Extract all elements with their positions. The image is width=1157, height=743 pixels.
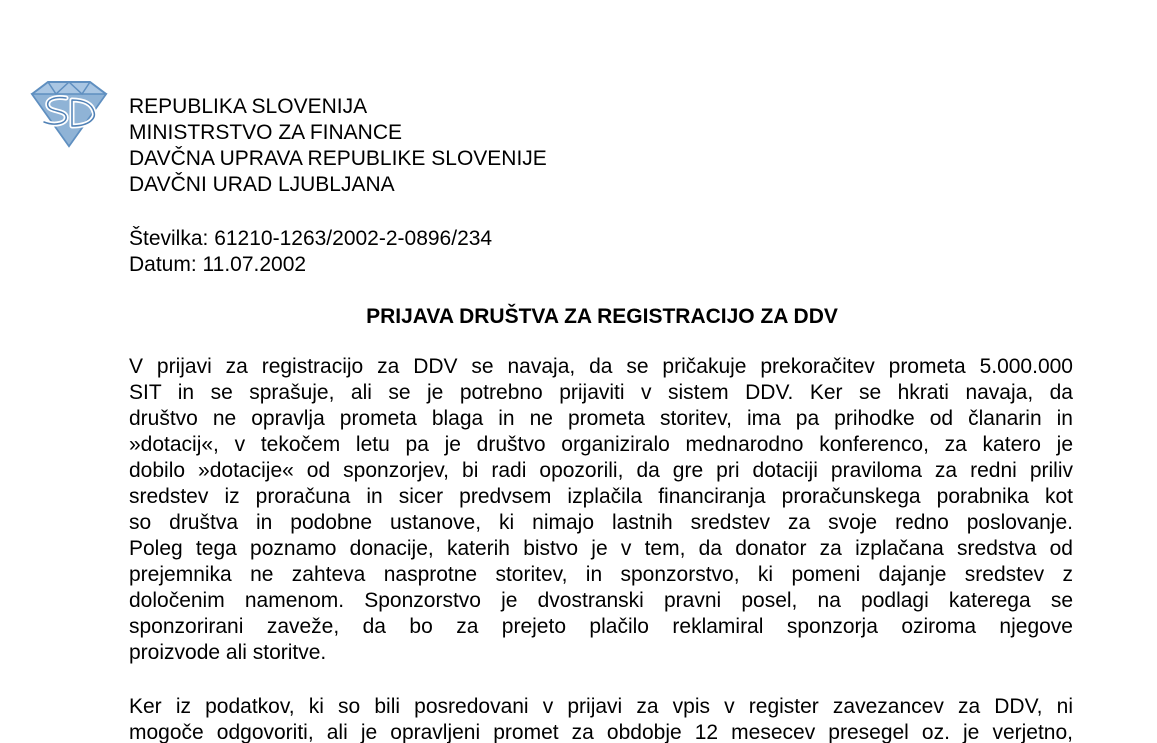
paragraph-line: sredstev iz proračuna in sicer predvsem izplačila financiranja proračunskega porabnika kot <box>129 485 1073 508</box>
letterhead-tax-office: DAVČNI URAD LJUBLJANA <box>129 173 395 196</box>
document-date: Datum: 11.07.2002 <box>129 253 307 276</box>
paragraph-line: »dotacij«, v tekočem letu pa je društvo organiziralo mednarodno konferenco, za katero je <box>129 433 1073 456</box>
body-paragraph-1 <box>129 354 1073 666</box>
paragraph-line: sponzorirani zaveže, da bo za prejeto plačilo reklamiral sponzorja oziroma njegove <box>129 615 1073 638</box>
paragraph-line: proizvode ali storitve. <box>129 641 327 664</box>
letterhead-ministry: MINISTRSTVO ZA FINANCE <box>129 121 403 144</box>
letterhead-tax-administration: DAVČNA UPRAVA REPUBLIKE SLOVENIJE <box>129 147 547 170</box>
paragraph-line: V prijavi za registracijo za DDV se navaja, da se pričakuje prekoračitev prometa 5.000.000 <box>129 355 1073 378</box>
paragraph-line: dobilo »dotacije« od sponzorjev, bi radi opozorili, da gre pri dotaciji praviloma za redni priliv <box>129 459 1073 482</box>
paragraph-line: določenim namenom. Sponzorstvo je dvostranski pravni posel, na podlagi katerega se <box>129 589 1073 612</box>
paragraph-line: so društva in podobne ustanove, ki nimajo lastnih sredstev za svoje redno poslovanje. <box>129 511 1073 534</box>
paragraph-line: Ker iz podatkov, ki so bili posredovani v prijavi za vpis v register zavezancev za DDV, ni <box>129 695 1073 718</box>
paragraph-line: Poleg tega poznamo donacije, katerih bistvo je v tem, da donator za izplačana sredstva od <box>129 537 1073 560</box>
letterhead <box>129 94 547 198</box>
reference-block <box>129 226 492 278</box>
paragraph-line: prejemnika ne zahteva nasprotne storitev, in sponzorstvo, ki pomeni dajanje sredstev z <box>129 563 1073 586</box>
paragraph-line: SIT in se sprašuje, ali se je potrebno prijaviti v sistem DDV. Ker se hkrati navaja, da <box>129 381 1073 404</box>
reference-number: Številka: 61210-1263/2002-2-0896/234 <box>129 227 493 250</box>
paragraph-line: društvo ne opravlja prometa blaga in ne prometa storitev, ima pa prihodke od članarin in <box>129 407 1073 430</box>
document-title: PRIJAVA DRUŠTVA ZA REGISTRACIJO ZA DDV <box>366 305 838 328</box>
letterhead-republic: REPUBLIKA SLOVENIJA <box>129 95 368 118</box>
durs-emblem-icon <box>26 78 112 150</box>
body-paragraph-2 <box>129 694 1073 743</box>
paragraph-line: mogoče odgovoriti, ali je opravljeni promet za obdobje 12 mesecev presegel oz. je verjetno, <box>129 721 1073 743</box>
